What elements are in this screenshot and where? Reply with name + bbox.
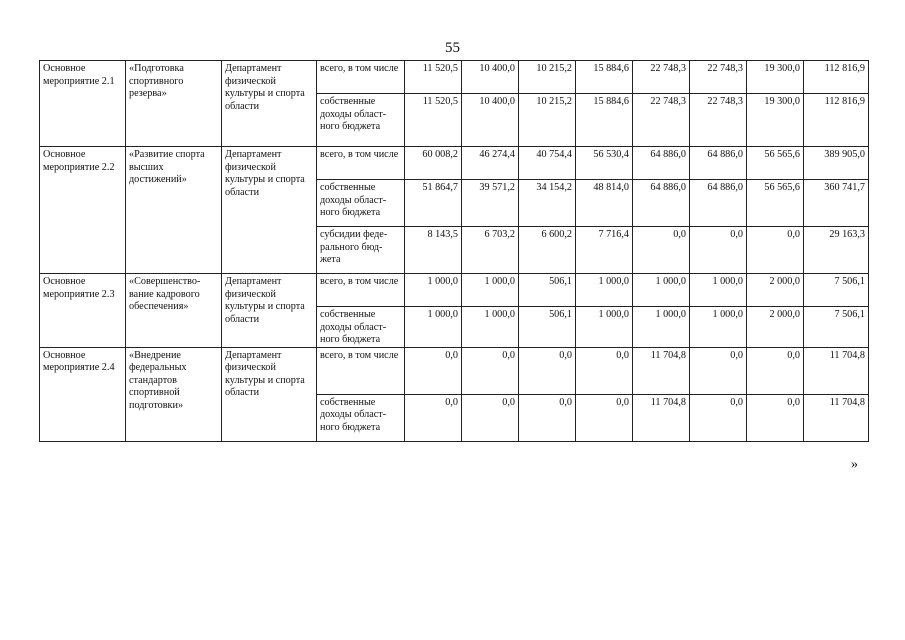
value-cell: 15 884,6 [576, 94, 633, 147]
source-label-cell: всего, в том числе [317, 61, 405, 94]
value-cell: 0,0 [405, 347, 462, 394]
value-cell: 60 008,2 [405, 147, 462, 180]
total-cell: 360 741,7 [804, 180, 869, 227]
value-cell: 0,0 [462, 394, 519, 441]
value-cell: 0,0 [576, 347, 633, 394]
event-name-cell: «Внедрение федеральных стандартов спортивной подготовки» [126, 347, 222, 441]
value-cell: 0,0 [690, 347, 747, 394]
value-cell: 22 748,3 [633, 94, 690, 147]
value-cell: 1 000,0 [576, 274, 633, 307]
value-cell: 48 814,0 [576, 180, 633, 227]
value-cell: 10 215,2 [519, 61, 576, 94]
executor-cell: Департамент физической культуры и спорта области [222, 147, 317, 274]
value-cell: 1 000,0 [576, 307, 633, 348]
value-cell: 0,0 [519, 347, 576, 394]
total-cell: 11 704,8 [804, 394, 869, 441]
event-cell: Основное мероприятие 2.2 [40, 147, 126, 274]
total-cell: 7 506,1 [804, 274, 869, 307]
value-cell: 1 000,0 [405, 274, 462, 307]
value-cell: 7 716,4 [576, 227, 633, 274]
value-cell: 6 600,2 [519, 227, 576, 274]
table-row [40, 274, 869, 307]
value-cell: 22 748,3 [690, 94, 747, 147]
total-cell: 7 506,1 [804, 307, 869, 348]
value-cell: 46 274,4 [462, 147, 519, 180]
value-cell: 2 000,0 [747, 307, 804, 348]
value-cell: 11 704,8 [633, 394, 690, 441]
value-cell: 11 520,5 [405, 61, 462, 94]
value-cell: 56 565,6 [747, 180, 804, 227]
value-cell: 22 748,3 [690, 61, 747, 94]
event-name-cell: «Развитие спорта высших достижений» [126, 147, 222, 274]
value-cell: 19 300,0 [747, 94, 804, 147]
total-cell: 29 163,3 [804, 227, 869, 274]
value-cell: 39 571,2 [462, 180, 519, 227]
value-cell: 10 215,2 [519, 94, 576, 147]
source-label-cell: собственные доходы област-ного бюджета [317, 394, 405, 441]
value-cell: 1 000,0 [690, 274, 747, 307]
value-cell: 56 565,6 [747, 147, 804, 180]
executor-cell: Департамент физической культуры и спорта области [222, 347, 317, 441]
total-cell: 11 704,8 [804, 347, 869, 394]
page-number: 55 [445, 40, 460, 56]
value-cell: 64 886,0 [690, 180, 747, 227]
total-cell: 389 905,0 [804, 147, 869, 180]
source-label-cell: собственные доходы област-ного бюджета [317, 180, 405, 227]
event-cell: Основное мероприятие 2.3 [40, 274, 126, 348]
event-name-cell: «Подготовка спортивного резерва» [126, 61, 222, 147]
value-cell: 0,0 [462, 347, 519, 394]
value-cell: 10 400,0 [462, 94, 519, 147]
value-cell: 0,0 [690, 394, 747, 441]
source-label-cell: всего, в том числе [317, 274, 405, 307]
source-label-cell: собственные доходы област-ного бюджета [317, 94, 405, 147]
total-cell: 112 816,9 [804, 94, 869, 147]
value-cell: 1 000,0 [633, 274, 690, 307]
value-cell: 19 300,0 [747, 61, 804, 94]
value-cell: 64 886,0 [633, 180, 690, 227]
executor-cell: Департамент физической культуры и спорта области [222, 274, 317, 348]
total-cell: 112 816,9 [804, 61, 869, 94]
table-row [40, 147, 869, 180]
executor-cell: Департамент физической культуры и спорта области [222, 61, 317, 147]
value-cell: 0,0 [747, 227, 804, 274]
source-label-cell: всего, в том числе [317, 347, 405, 394]
source-label-cell: собственные доходы област-ного бюджета [317, 307, 405, 348]
value-cell: 64 886,0 [690, 147, 747, 180]
source-label-cell: субсидии феде-рального бюд-жета [317, 227, 405, 274]
value-cell: 1 000,0 [462, 307, 519, 348]
value-cell: 1 000,0 [690, 307, 747, 348]
value-cell: 506,1 [519, 274, 576, 307]
value-cell: 15 884,6 [576, 61, 633, 94]
value-cell: 56 530,4 [576, 147, 633, 180]
value-cell: 11 704,8 [633, 347, 690, 394]
value-cell: 0,0 [690, 227, 747, 274]
event-name-cell: «Совершенство-вание кадрового обеспечения» [126, 274, 222, 348]
value-cell: 11 520,5 [405, 94, 462, 147]
value-cell: 1 000,0 [462, 274, 519, 307]
event-cell: Основное мероприятие 2.1 [40, 61, 126, 147]
value-cell: 64 886,0 [633, 147, 690, 180]
value-cell: 0,0 [747, 394, 804, 441]
value-cell: 1 000,0 [633, 307, 690, 348]
table-row [40, 61, 869, 94]
closing-quote-mark: » [851, 457, 858, 472]
value-cell: 0,0 [519, 394, 576, 441]
value-cell: 0,0 [633, 227, 690, 274]
budget-table [39, 60, 869, 442]
value-cell: 51 864,7 [405, 180, 462, 227]
value-cell: 2 000,0 [747, 274, 804, 307]
value-cell: 22 748,3 [633, 61, 690, 94]
value-cell: 1 000,0 [405, 307, 462, 348]
table-row [40, 347, 869, 394]
value-cell: 6 703,2 [462, 227, 519, 274]
value-cell: 0,0 [747, 347, 804, 394]
source-label-cell: всего, в том числе [317, 147, 405, 180]
value-cell: 10 400,0 [462, 61, 519, 94]
value-cell: 34 154,2 [519, 180, 576, 227]
value-cell: 8 143,5 [405, 227, 462, 274]
value-cell: 40 754,4 [519, 147, 576, 180]
value-cell: 506,1 [519, 307, 576, 348]
value-cell: 0,0 [405, 394, 462, 441]
value-cell: 0,0 [576, 394, 633, 441]
event-cell: Основное мероприятие 2.4 [40, 347, 126, 441]
